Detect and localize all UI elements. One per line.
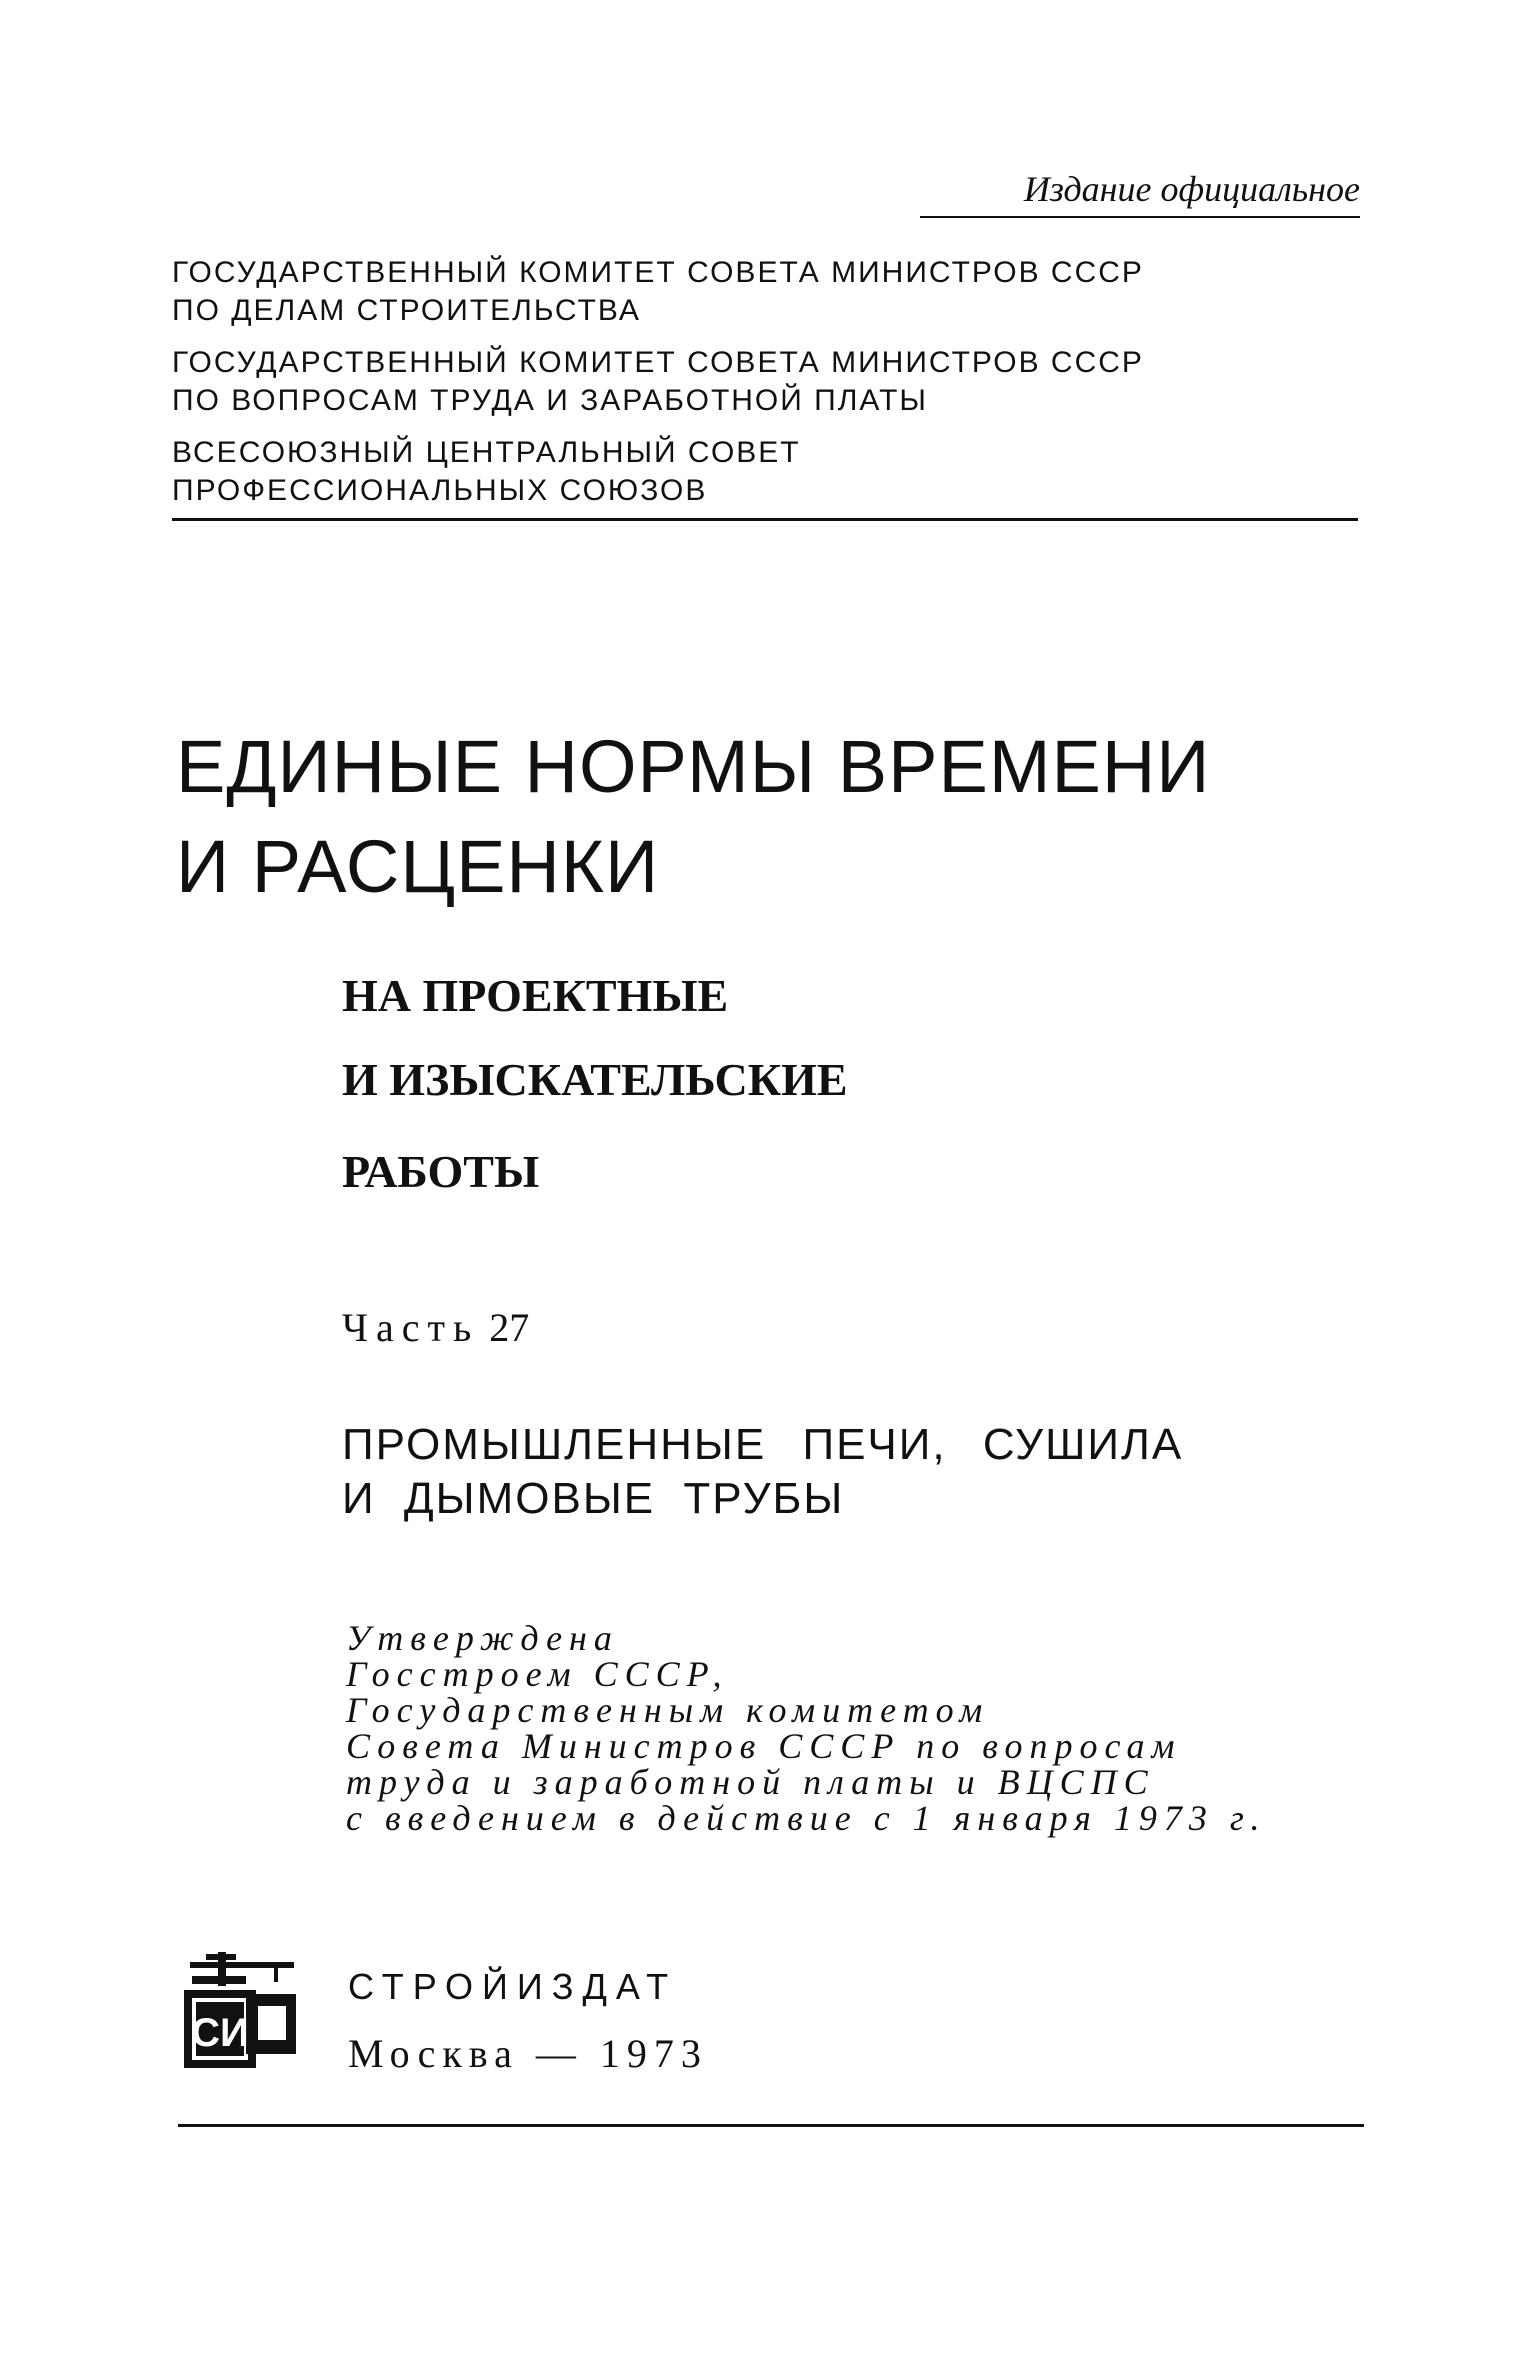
approval-line: труда и заработной платы и ВЦСПС [346, 1762, 1155, 1802]
approval-line: Госстроем СССР, [346, 1654, 729, 1694]
top-divider [172, 518, 1358, 521]
organization-3-line1: ВСЕСОЮЗНЫЙ ЦЕНТРАЛЬНЫЙ СОВЕТ [172, 436, 801, 469]
topic-line1: ПРОМЫШЛЕННЫЕ ПЕЧИ, СУШИЛА [342, 1420, 1184, 1469]
approval-note [346, 1620, 1266, 1836]
approval-line: Государственным комитетом [346, 1690, 990, 1730]
subtitle-line1: НА ПРОЕКТНЫЕ [342, 970, 729, 1021]
edition-label: Издание официальное [920, 168, 1360, 218]
organization-1-line2: ПО ДЕЛАМ СТРОИТЕЛЬСТВА [172, 294, 641, 327]
bottom-divider [178, 2124, 1364, 2127]
approval-line: Совета Министров СССР по вопросам [346, 1726, 1182, 1766]
main-title-line1: ЕДИНЫЕ НОРМЫ ВРЕМЕНИ [176, 725, 1211, 808]
organization-1-line1: ГОСУДАРСТВЕННЫЙ КОМИТЕТ СОВЕТА МИНИСТРОВ СССР [172, 256, 1144, 289]
organization-1 [172, 254, 1144, 330]
publisher-city-year: Москва — 1973 [348, 2031, 708, 2076]
publisher-name: СТРОЙИЗДАТ [348, 1966, 678, 2007]
main-title-line2: И РАСЦЕНКИ [176, 825, 660, 908]
approval-line: Утверждена [346, 1618, 619, 1658]
organization-3-line2: ПРОФЕССИОНАЛЬНЫХ СОЮЗОВ [172, 474, 708, 507]
organization-2-line1: ГОСУДАРСТВЕННЫЙ КОМИТЕТ СОВЕТА МИНИСТРОВ СССР [172, 346, 1144, 379]
organization-2 [172, 344, 1144, 420]
part-label: Часть [342, 1305, 480, 1350]
topic-line2: И ДЫМОВЫЕ ТРУБЫ [342, 1474, 845, 1523]
part-number: 27 [489, 1305, 530, 1350]
approval-line: с введением в действие с 1 января 1973 г. [346, 1798, 1267, 1838]
publisher-logo-icon [184, 1948, 302, 2068]
organization-3 [172, 434, 801, 510]
subtitle-line2: И ИЗЫСКАТЕЛЬСКИЕ [342, 1054, 848, 1105]
organization-2-line2: ПО ВОПРОСАМ ТРУДА И ЗАРАБОТНОЙ ПЛАТЫ [172, 384, 928, 417]
logo-letter-s: СИ [191, 2011, 249, 2055]
subtitle-line3: РАБОТЫ [342, 1146, 540, 1197]
part-heading [342, 1304, 529, 1351]
